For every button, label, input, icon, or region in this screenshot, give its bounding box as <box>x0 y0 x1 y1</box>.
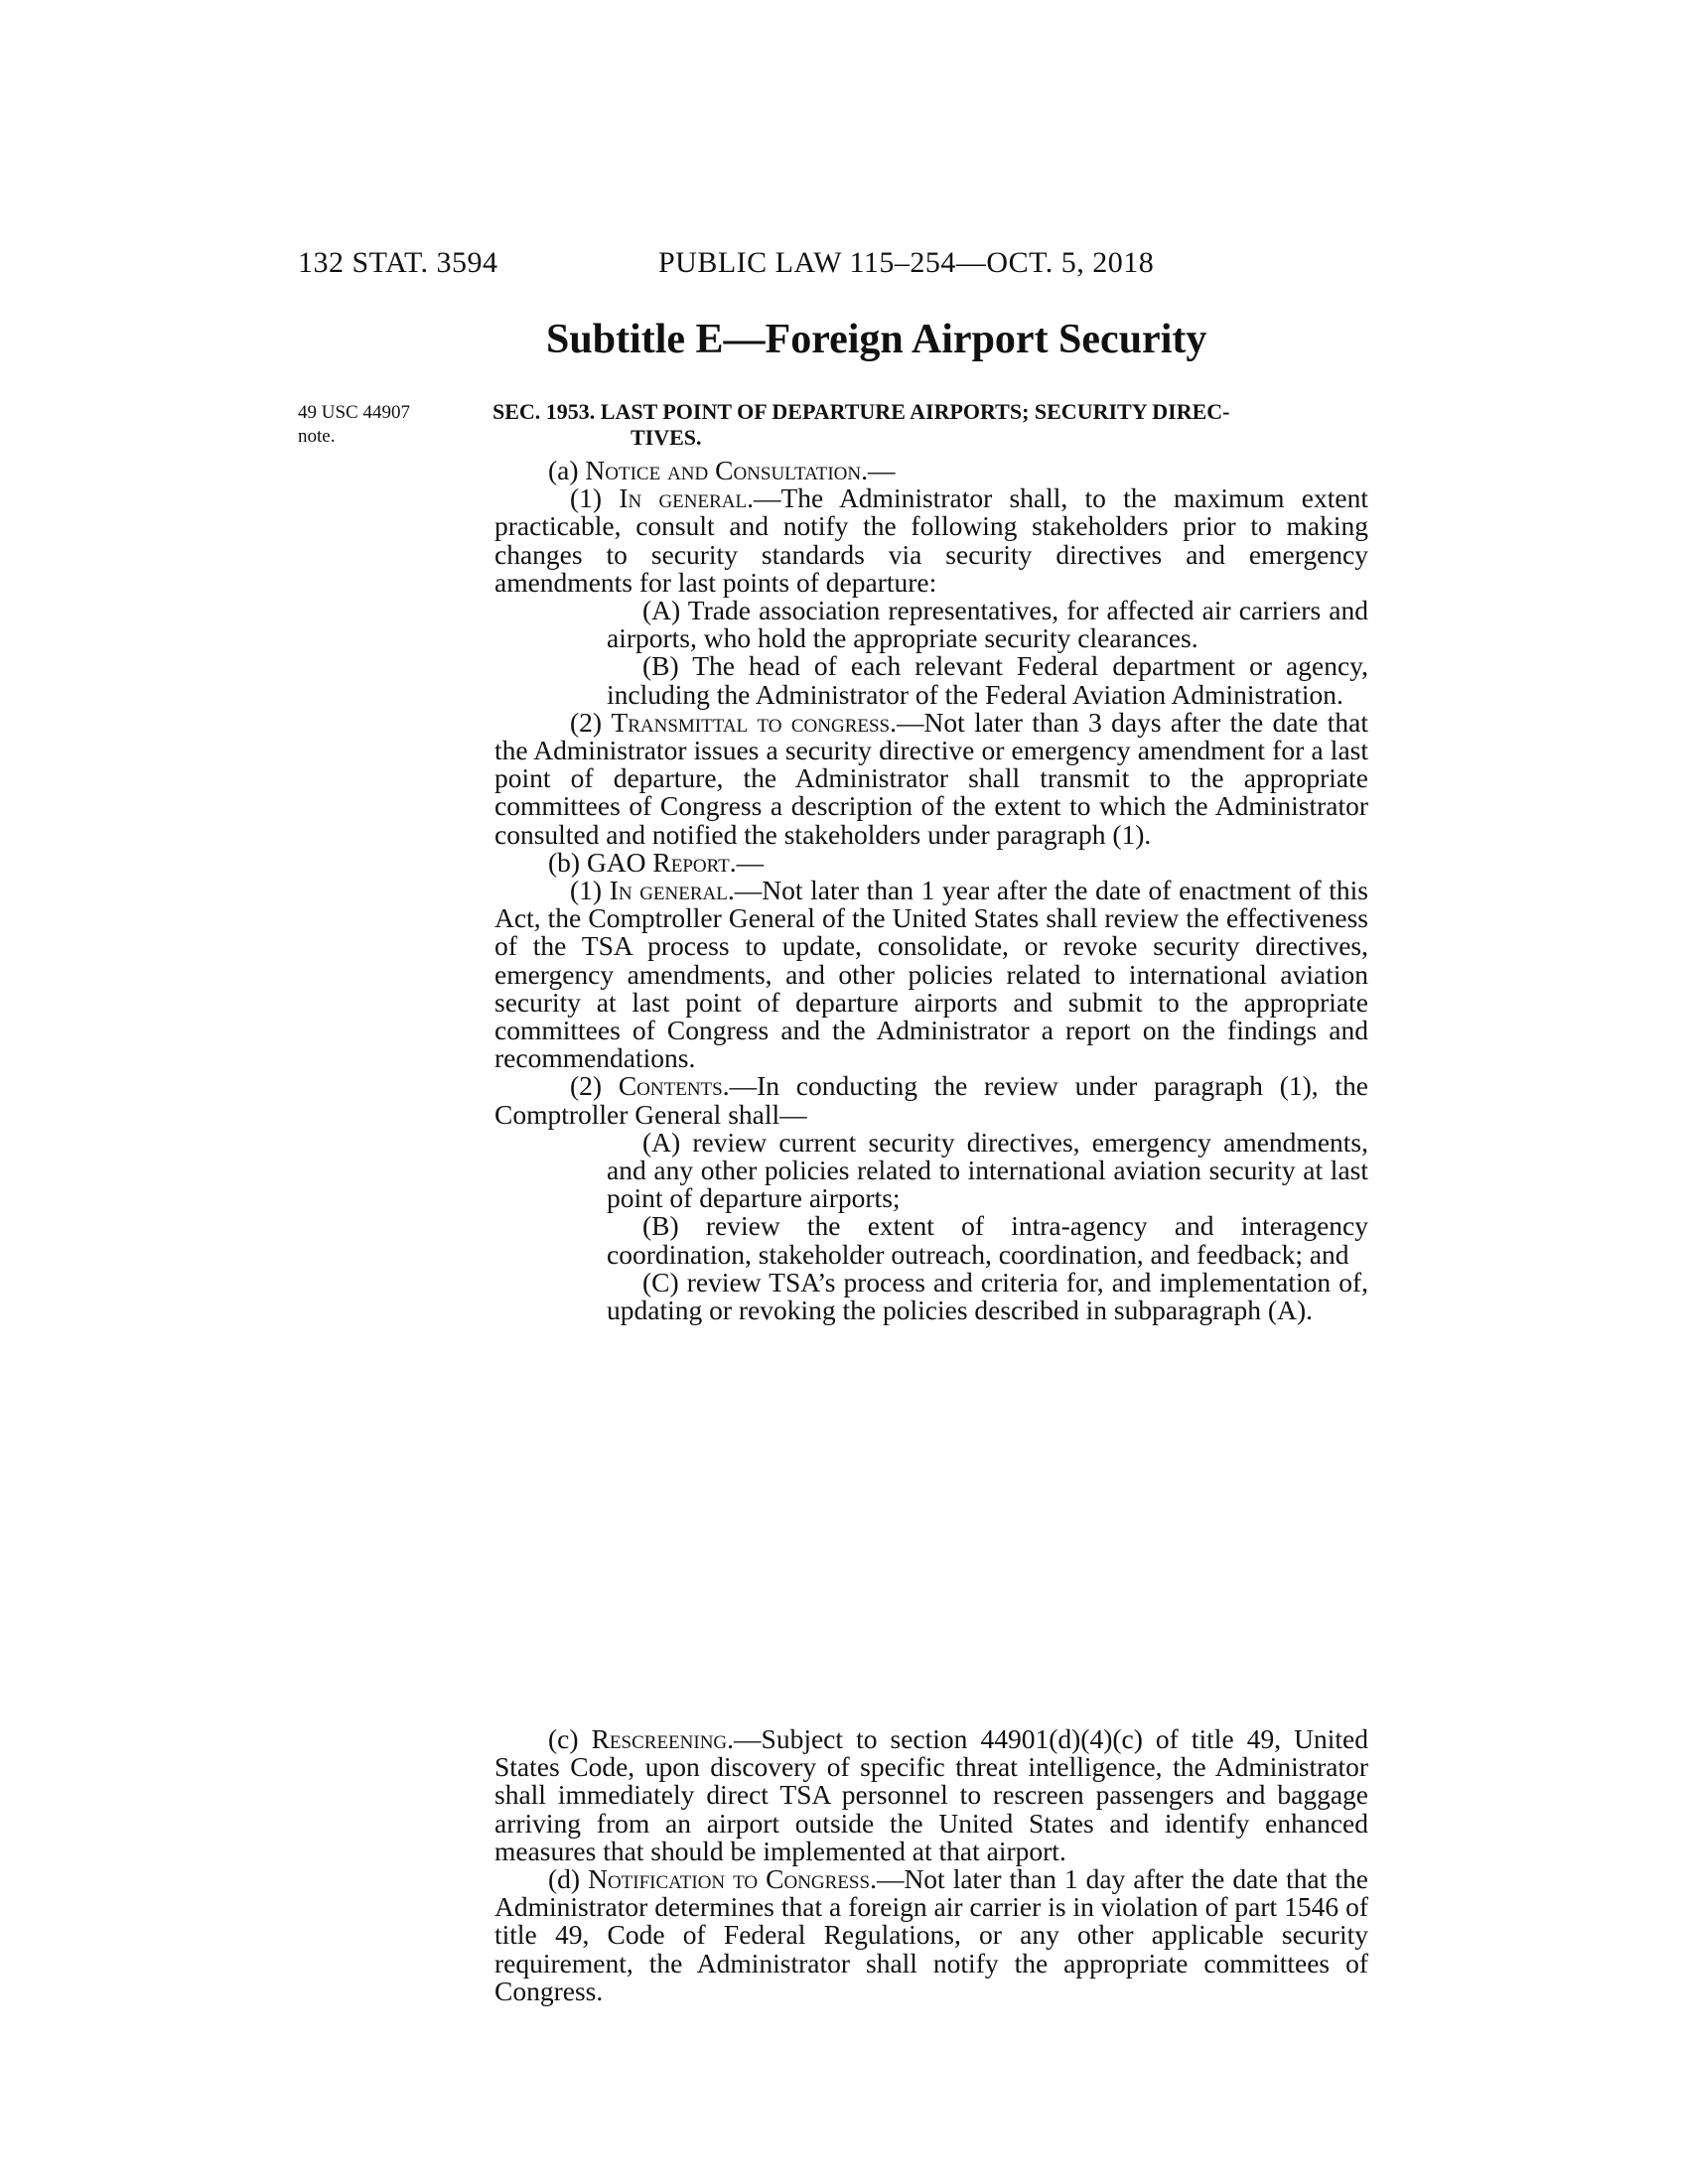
subsection-c-text: .—Subject to section 44901(d)(4)(c) of title 49, United States Code, upon discovery of specific threat intelligence, the Administrator shall immediately direct TSA personnel to rescreen passengers and baggage arriving from an airport outside the United States and identify enhanced measures that should be implemented at that airport. <box>494 1723 1368 1866</box>
public-law-date: PUBLIC LAW 115–254—OCT. 5, 2018 <box>658 246 1155 279</box>
subsection-c <box>494 1725 1368 1865</box>
subsection-b-paragraph-1 <box>494 877 1368 1072</box>
para-heading: In general <box>619 482 748 514</box>
subsection-a-label: (a) <box>548 455 586 485</box>
margin-note-citation: 49 USC 44907 <box>298 402 410 423</box>
para-text: .—In conducting the review under paragraph (1), the Comptroller General shall— <box>494 1070 1368 1130</box>
section-heading-line2: TIVES. <box>631 425 702 450</box>
para-heading: Transmittal to congress <box>611 706 891 738</box>
subsection-c-title: Rescreening <box>591 1723 728 1754</box>
subsection-b-title: Report <box>652 846 730 878</box>
subsection-a-paragraph-1 <box>494 484 1368 597</box>
para-heading: Contents <box>618 1070 723 1102</box>
subsection-d-label: (d) <box>548 1863 589 1895</box>
subsection-b-dash: .— <box>729 846 765 878</box>
margin-note <box>298 401 447 449</box>
subsection-c-label: (c) <box>548 1723 592 1754</box>
subsection-d <box>494 1865 1368 2005</box>
section-heading-line1: SEC. 1953. LAST POINT OF DEPARTURE AIRPORTS; SECURITY DIREC- <box>492 399 1230 424</box>
para-text: .—Not later than 3 days after the date that the Administrator issues a security directive or emergency amendment for a last point of departure, the Administrator shall transmit to the appropriate committees of Congress a description of the extent to which the Administrator consulted and notified the stakeholders under paragraph (1). <box>494 706 1369 850</box>
stat-citation: 132 STAT. 3594 <box>298 246 498 279</box>
para-text: .—Not later than 1 year after the date of enactment of this Act, the Comptroller General of the United States shall review the effectiveness of the TSA process to update, consolidate, or revoke security directives, emergency amendments, and other policies related to international aviation security at last point of departure airports and submit to the appropriate committees of Congress and the Administrator a report on the findings and recommendations. <box>494 875 1368 1074</box>
para-label: (2) <box>570 706 612 738</box>
subsection-a-subparagraph-B: (B) The head of each relevant Federal department or agency, including the Administrator of the Federal Aviation Administration. <box>607 650 1368 710</box>
subsection-b-heading <box>494 846 1368 878</box>
section-body-continued <box>494 1725 1368 2005</box>
para-label: (1) <box>570 875 610 906</box>
subsection-b-subparagraph-A: (A) review current security directives, emergency amendments, and any other policies related to international aviation security at last point of departure airports; <box>607 1126 1368 1214</box>
subsection-a-title: Notice and Consultation <box>585 455 862 485</box>
subsection-a-dash: .— <box>861 455 896 485</box>
subsection-b-paragraph-2 <box>494 1072 1368 1128</box>
section-heading <box>492 399 1366 451</box>
para-label: (2) <box>570 1070 619 1102</box>
subsection-a-heading <box>494 457 1368 484</box>
para-text: .—The Administrator shall, to the maximum extent practicable, consult and notify the following stakeholders prior to making changes to security standards via security directives and emergency amendments for last points of departure: <box>494 482 1368 598</box>
subsection-b-label: (b) GAO <box>548 846 653 878</box>
subsection-d-text: .—Not later than 1 day after the date that the Administrator determines that a foreign air carrier is in violation of part 1546 of title 49, Code of Federal Regulations, or any other applicable security requirement, the Administrator shall notify the appropriate committees of Congress. <box>494 1863 1368 2006</box>
subsection-a-paragraph-2 <box>494 706 1369 850</box>
running-header <box>298 246 1390 286</box>
subsection-b-subparagraph-B: (B) review the extent of intra-agency and interagency coordination, stakeholder outreach, coordination, and feedback; and <box>607 1210 1368 1270</box>
para-label: (1) <box>570 482 620 514</box>
subsection-a-subparagraph-A: (A) Trade association representatives, for affected air carriers and airports, who hold the appropriate security clearances. <box>607 595 1368 654</box>
margin-note-label: note. <box>298 426 336 447</box>
subsection-b-subparagraph-C: (C) review TSA’s process and criteria for, and implementation of, updating or revoking the policies described in subparagraph (A). <box>607 1266 1368 1326</box>
subtitle-heading: Subtitle E—Foreign Airport Security <box>546 317 1207 362</box>
section-body <box>494 457 1368 1324</box>
subsection-d-title: Notification to Congress <box>588 1863 871 1895</box>
para-heading: In general <box>609 875 728 906</box>
